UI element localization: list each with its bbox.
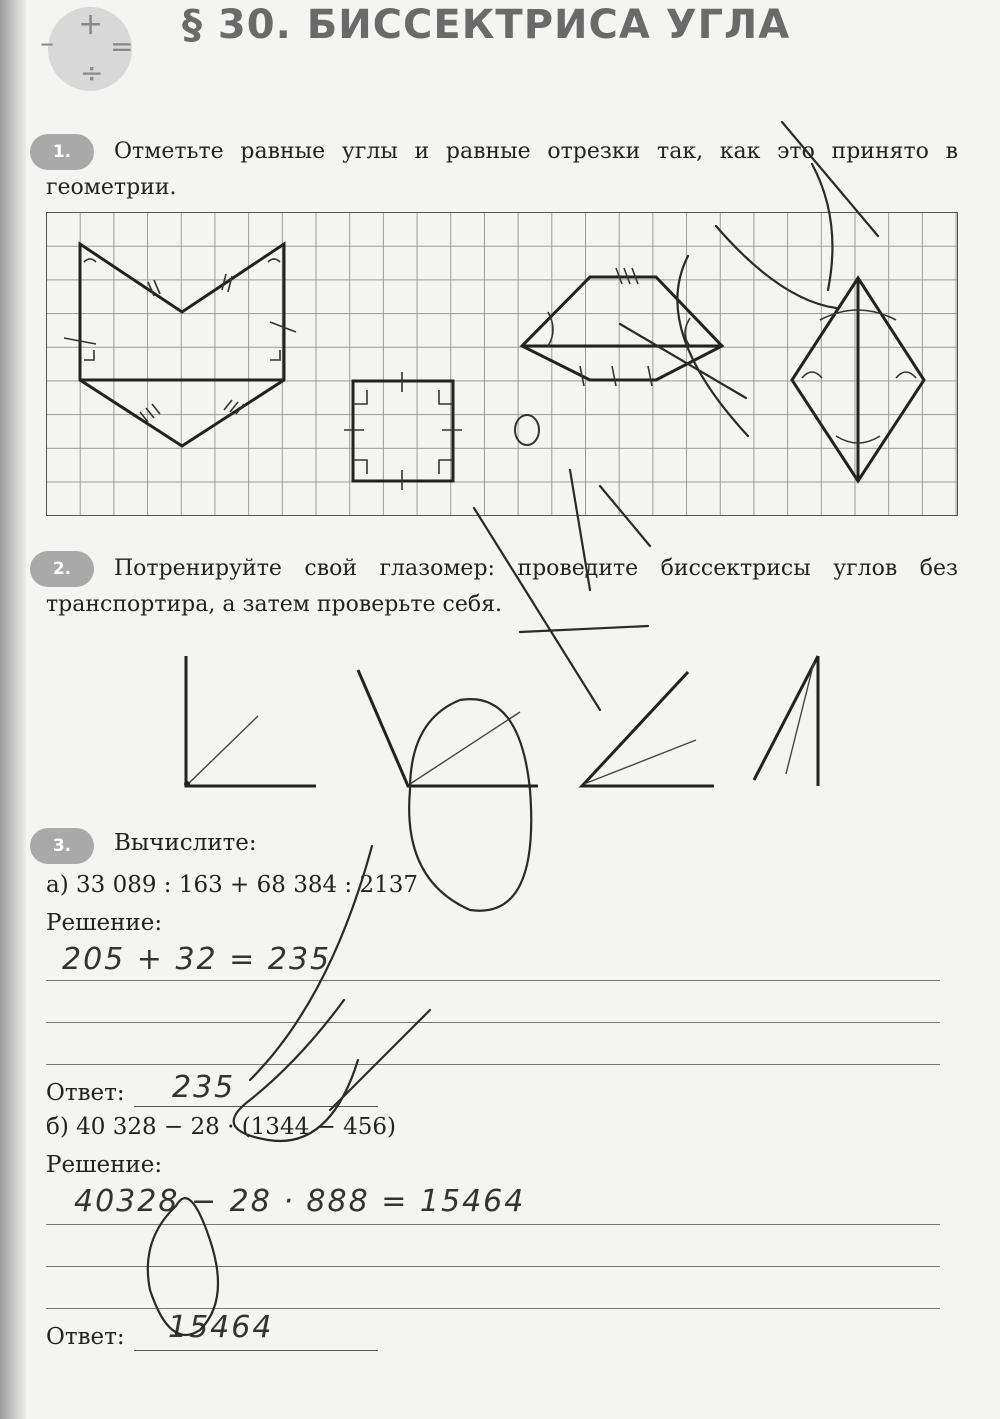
task-3b-solution-label: Решение: <box>46 1152 163 1178</box>
svg-text:–: – <box>40 26 54 59</box>
svg-text:+: + <box>78 7 104 42</box>
task-3b-handwritten-answer: 15464 <box>168 1310 274 1345</box>
task-3b-expression: б) 40 328 − 28 · (1344 − 456) <box>46 1114 396 1140</box>
task-3a-handwritten-solution: 205 + 32 = 235 <box>62 942 332 977</box>
task-3a-answer-label: Ответ: <box>46 1080 125 1106</box>
svg-text:÷: ÷ <box>80 56 104 89</box>
task-2-badge: 2. <box>30 551 94 587</box>
task-2-text: Потренируйте свой глазомер: проведите биссектрисы углов без транспортира, а затем проверьте себя. <box>46 556 958 617</box>
task-1-badge: 1. <box>30 134 94 170</box>
task-3-intro: Вычислите: <box>114 830 257 856</box>
task-3a-solution-label: Решение: <box>46 910 163 936</box>
task-3-badge: 3. <box>30 828 94 864</box>
page-title: § 30. БИССЕКТРИСА УГЛА <box>182 2 791 48</box>
task-3b-handwritten-solution: 40328 − 28 · 888 = 15464 <box>74 1184 526 1219</box>
svg-text:=: = <box>110 30 134 63</box>
task-3b-answer-label: Ответ: <box>46 1324 125 1350</box>
task-3a-expression: а) 33 089 : 163 + 68 384 : 2137 <box>46 872 419 898</box>
task-3a-handwritten-answer: 235 <box>172 1070 236 1105</box>
task-1-text: Отметьте равные углы и равные отрезки так, как это принято в геометрии. <box>46 139 958 200</box>
